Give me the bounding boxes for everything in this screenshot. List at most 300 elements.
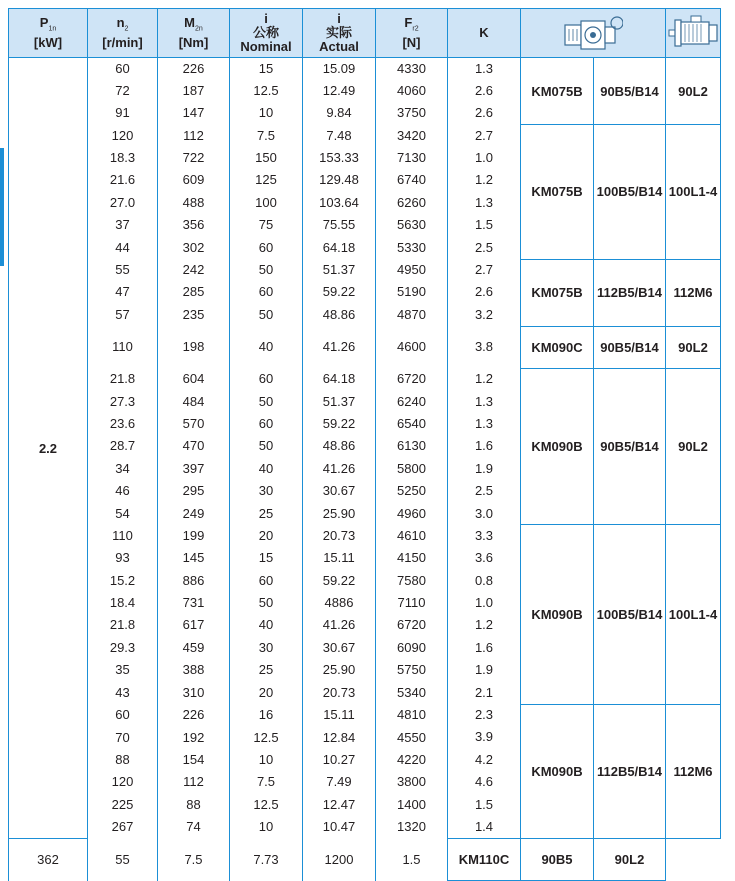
speed-value-cell bbox=[88, 368, 158, 525]
speed-value: 23.6 bbox=[109, 415, 136, 431]
reducer-model: KM090B bbox=[521, 368, 594, 525]
radial-load-value: 3800 bbox=[397, 774, 426, 790]
ratio-nominal-value: 150 bbox=[255, 150, 277, 166]
torque-value: 470 bbox=[182, 438, 205, 454]
speed-value: 362 bbox=[37, 851, 59, 867]
service-factor-value: 2.6 bbox=[474, 105, 494, 121]
torque-value: 397 bbox=[182, 460, 205, 476]
speed-value: 18.3 bbox=[109, 150, 136, 166]
ratio-actual-value: 10.47 bbox=[322, 819, 356, 835]
ratio-nominal-value-cell bbox=[158, 839, 230, 881]
power-cell: 2.2 bbox=[9, 58, 88, 839]
radial-load-value: 5800 bbox=[397, 460, 426, 476]
service-factor-value: 1.0 bbox=[474, 595, 494, 611]
torque-value-cell bbox=[158, 125, 230, 259]
ratio-actual-value: 129.48 bbox=[319, 172, 359, 188]
table-row bbox=[9, 368, 721, 525]
radial-load-value: 7580 bbox=[397, 572, 426, 588]
reducer-model: KM075B bbox=[521, 58, 594, 125]
motor-type: 100L1-4 bbox=[666, 125, 721, 259]
radial-load-value-cell bbox=[376, 525, 448, 704]
ratio-actual-value-cell bbox=[303, 259, 376, 326]
table-row bbox=[9, 326, 721, 368]
motor-type: 90L2 bbox=[666, 326, 721, 368]
ratio-nominal-value: 60 bbox=[258, 239, 274, 255]
torque-value: 617 bbox=[182, 617, 205, 633]
torque-value: 235 bbox=[182, 306, 205, 322]
radial-load-value-cell bbox=[376, 58, 448, 125]
ratio-nominal-value: 7.5 bbox=[256, 127, 276, 143]
speed-value-cell bbox=[88, 704, 158, 839]
ratio-nominal-value: 100 bbox=[255, 194, 277, 210]
ratio-actual-value: 41.26 bbox=[322, 460, 356, 476]
ratio-nominal-value: 50 bbox=[258, 306, 274, 322]
torque-value: 242 bbox=[182, 262, 205, 278]
table-row bbox=[9, 704, 721, 839]
motor-type: 90L2 bbox=[594, 839, 666, 881]
ratio-actual-value: 30.67 bbox=[322, 639, 356, 655]
ratio-actual-value-cell bbox=[303, 326, 376, 368]
torque-value: 459 bbox=[182, 639, 205, 655]
torque-value: 192 bbox=[182, 729, 205, 745]
torque-value: 722 bbox=[182, 150, 205, 166]
ratio-actual-value: 12.49 bbox=[322, 82, 356, 98]
service-factor-value: 1.3 bbox=[474, 60, 494, 76]
service-factor-value-cell bbox=[448, 326, 521, 368]
ratio-nominal-value: 30 bbox=[258, 639, 274, 655]
ratio-actual-value: 30.67 bbox=[322, 483, 356, 499]
ratio-actual-value: 64.18 bbox=[322, 239, 356, 255]
radial-load-value: 6720 bbox=[397, 617, 426, 633]
radial-load-value: 7110 bbox=[397, 595, 426, 611]
ratio-actual-value-cell bbox=[230, 839, 303, 881]
reducer-model: KM075B bbox=[521, 259, 594, 326]
torque-value: 226 bbox=[182, 707, 205, 723]
torque-value: 55 bbox=[115, 851, 130, 867]
table-row bbox=[9, 58, 721, 125]
flange-type: 90B5/B14 bbox=[594, 58, 666, 125]
ratio-nominal-value-cell bbox=[230, 326, 303, 368]
ratio-actual-value: 15.11 bbox=[323, 550, 355, 566]
ratio-nominal-value-cell bbox=[230, 58, 303, 125]
radial-load-value-cell bbox=[376, 259, 448, 326]
service-factor-value-cell bbox=[376, 839, 448, 881]
motor-type: 100L1-4 bbox=[666, 525, 721, 704]
speed-value: 21.8 bbox=[109, 617, 136, 633]
speed-value: 93 bbox=[115, 550, 130, 566]
ratio-actual-value: 59.22 bbox=[322, 284, 356, 300]
radial-load-value: 4600 bbox=[397, 338, 426, 354]
radial-load-value: 6260 bbox=[397, 194, 426, 210]
radial-load-value: 4150 bbox=[397, 550, 426, 566]
ratio-nominal-value: 50 bbox=[258, 595, 274, 611]
radial-load-value-cell bbox=[303, 839, 376, 881]
speed-value: 55 bbox=[115, 262, 130, 278]
ratio-nominal-value: 75 bbox=[258, 217, 274, 233]
service-factor-value: 2.6 bbox=[474, 82, 494, 98]
radial-load-value: 4330 bbox=[397, 60, 426, 76]
radial-load-value: 4950 bbox=[397, 262, 426, 278]
torque-value-cell bbox=[158, 525, 230, 704]
ratio-nominal-value: 7.5 bbox=[256, 774, 276, 790]
speed-value: 54 bbox=[115, 505, 130, 521]
ratio-nominal-value: 20 bbox=[258, 684, 274, 700]
torque-value: 310 bbox=[182, 684, 205, 700]
service-factor-value: 2.3 bbox=[474, 707, 494, 723]
service-factor-value: 0.8 bbox=[474, 572, 494, 588]
speed-value: 120 bbox=[111, 774, 134, 790]
radial-load-value: 6240 bbox=[397, 393, 426, 409]
radial-load-value: 4960 bbox=[397, 505, 426, 521]
ratio-nominal-value-cell bbox=[230, 704, 303, 839]
speed-value: 57 bbox=[115, 306, 130, 322]
ratio-nominal-value: 20 bbox=[258, 527, 274, 543]
header-gear-reducer bbox=[521, 9, 666, 58]
radial-load-value-cell bbox=[376, 368, 448, 525]
torque-value: 886 bbox=[182, 572, 205, 588]
ratio-nominal-value-cell bbox=[230, 125, 303, 259]
torque-value: 199 bbox=[182, 527, 205, 543]
reducer-model: KM090B bbox=[521, 525, 594, 704]
ratio-actual-value: 103.64 bbox=[319, 194, 359, 210]
torque-value: 731 bbox=[182, 595, 205, 611]
ratio-actual-value: 20.73 bbox=[322, 684, 356, 700]
radial-load-value: 4810 bbox=[397, 707, 426, 723]
ratio-actual-value-cell bbox=[303, 58, 376, 125]
radial-load-value: 5630 bbox=[397, 217, 426, 233]
ratio-nominal-value: 50 bbox=[258, 262, 274, 278]
ratio-nominal-value: 10 bbox=[258, 105, 274, 121]
torque-value: 88 bbox=[186, 796, 201, 812]
torque-value-cell bbox=[158, 326, 230, 368]
ratio-nominal-value: 40 bbox=[258, 338, 274, 354]
speed-value: 110 bbox=[112, 527, 133, 543]
service-factor-value: 1.9 bbox=[474, 460, 494, 476]
speed-value: 28.7 bbox=[109, 438, 136, 454]
ratio-nominal-value: 7.5 bbox=[184, 851, 203, 867]
service-factor-value: 1.5 bbox=[402, 851, 421, 867]
radial-load-value: 4220 bbox=[397, 752, 426, 768]
speed-value-cell bbox=[9, 839, 88, 881]
service-factor-value: 1.2 bbox=[474, 617, 494, 633]
header-row bbox=[9, 9, 721, 58]
ratio-actual-value-cell bbox=[303, 525, 376, 704]
service-factor-value: 2.7 bbox=[474, 262, 494, 278]
radial-load-value: 5340 bbox=[397, 684, 426, 700]
reducer-model: KM075B bbox=[521, 125, 594, 259]
ratio-actual-value: 75.55 bbox=[322, 217, 356, 233]
ratio-actual-value: 12.47 bbox=[322, 796, 356, 812]
radial-load-value: 5330 bbox=[397, 239, 426, 255]
torque-value: 388 bbox=[182, 662, 205, 678]
speed-value: 225 bbox=[111, 796, 134, 812]
service-factor-value: 3.0 bbox=[474, 505, 494, 521]
ratio-actual-value: 25.90 bbox=[322, 505, 356, 521]
ratio-nominal-value: 15 bbox=[258, 60, 274, 76]
service-factor-value: 1.3 bbox=[474, 415, 494, 431]
ratio-nominal-value: 30 bbox=[258, 483, 274, 499]
radial-load-value: 4610 bbox=[397, 527, 426, 543]
speed-value: 47 bbox=[115, 284, 130, 300]
service-factor-value: 3.2 bbox=[474, 306, 494, 322]
torque-value: 356 bbox=[182, 217, 205, 233]
speed-value: 70 bbox=[115, 729, 130, 745]
ratio-nominal-value: 16 bbox=[258, 707, 274, 723]
ratio-actual-value: 12.84 bbox=[322, 729, 356, 745]
flange-type: 100B5/B14 bbox=[594, 525, 666, 704]
ratio-actual-value: 7.49 bbox=[326, 774, 352, 790]
torque-value: 187 bbox=[182, 82, 205, 98]
speed-value: 35 bbox=[115, 662, 130, 678]
flange-type: 100B5/B14 bbox=[594, 125, 666, 259]
ratio-nominal-value: 125 bbox=[255, 172, 277, 188]
performance-table bbox=[8, 8, 721, 881]
ratio-actual-value: 9.84 bbox=[326, 105, 352, 121]
ratio-nominal-value: 40 bbox=[258, 617, 274, 633]
service-factor-value: 2.7 bbox=[474, 127, 494, 143]
service-factor-value: 1.4 bbox=[474, 819, 494, 834]
torque-value: 604 bbox=[182, 371, 205, 387]
speed-value: 91 bbox=[115, 105, 130, 121]
service-factor-value: 3.8 bbox=[474, 338, 494, 354]
ratio-actual-value: 41.26 bbox=[322, 617, 356, 633]
speed-value-cell bbox=[88, 259, 158, 326]
radial-load-value: 5190 bbox=[397, 284, 426, 300]
flange-type: 90B5 bbox=[521, 839, 594, 881]
header-power: $P_{1n}$ [kW] bbox=[9, 9, 88, 58]
torque-value: 74 bbox=[186, 819, 201, 835]
torque-value: 484 bbox=[182, 393, 205, 409]
ratio-actual-value-cell bbox=[303, 125, 376, 259]
speed-value-cell bbox=[88, 125, 158, 259]
service-factor-value-cell bbox=[448, 125, 521, 259]
ratio-actual-value: 25.90 bbox=[322, 662, 356, 678]
service-factor-value: 1.5 bbox=[474, 796, 494, 812]
page-accent-bar bbox=[0, 148, 4, 266]
ratio-nominal-value: 10 bbox=[258, 819, 274, 835]
service-factor-value-cell bbox=[448, 704, 521, 839]
ratio-actual-value: 7.48 bbox=[326, 127, 352, 143]
header-torque: $M_{2n}$ [Nm] bbox=[158, 9, 230, 58]
motor-type: 90L2 bbox=[666, 368, 721, 525]
ratio-nominal-value: 60 bbox=[258, 284, 274, 300]
ratio-nominal-value: 60 bbox=[258, 415, 274, 431]
flange-type: 90B5/B14 bbox=[594, 368, 666, 525]
ratio-nominal-value: 60 bbox=[258, 371, 274, 387]
ratio-nominal-value: 15 bbox=[258, 550, 274, 566]
service-factor-value: 2.1 bbox=[474, 684, 494, 700]
service-factor-value-cell bbox=[448, 368, 521, 525]
ratio-actual-value: 64.18 bbox=[322, 371, 356, 387]
speed-value-cell bbox=[88, 58, 158, 125]
gear-reducer-icon bbox=[563, 13, 623, 53]
service-factor-value: 2.5 bbox=[474, 483, 494, 499]
ratio-nominal-value: 50 bbox=[258, 393, 274, 409]
radial-load-value: 6090 bbox=[397, 639, 426, 655]
radial-load-value: 3750 bbox=[397, 105, 426, 121]
reducer-model: KM090B bbox=[521, 704, 594, 839]
radial-load-value: 6540 bbox=[397, 415, 426, 431]
torque-value: 609 bbox=[182, 172, 205, 188]
torque-value: 249 bbox=[182, 505, 205, 521]
speed-value: 27.3 bbox=[109, 393, 136, 409]
torque-value-cell bbox=[158, 259, 230, 326]
service-factor-value: 1.3 bbox=[474, 194, 494, 210]
header-ratio-actual: i 实际 Actual bbox=[303, 9, 376, 58]
radial-load-value-cell bbox=[376, 326, 448, 368]
speed-value: 44 bbox=[115, 239, 130, 255]
ratio-nominal-value: 60 bbox=[258, 572, 274, 588]
header-service-factor: K bbox=[448, 9, 521, 58]
ratio-nominal-value-cell bbox=[230, 259, 303, 326]
service-factor-value: 1.2 bbox=[474, 371, 494, 387]
ratio-nominal-value: 12.5 bbox=[253, 796, 279, 812]
ratio-actual-value-cell bbox=[303, 704, 376, 839]
speed-value: 43 bbox=[115, 684, 130, 700]
header-motor bbox=[666, 9, 721, 58]
radial-load-value: 6720 bbox=[397, 371, 426, 387]
ratio-actual-value: 59.22 bbox=[322, 415, 356, 431]
reducer-model: KM110C bbox=[448, 839, 521, 881]
ratio-actual-value: 59.22 bbox=[322, 572, 356, 588]
service-factor-value-cell bbox=[448, 525, 521, 704]
table-row bbox=[9, 125, 721, 259]
table-row bbox=[9, 839, 721, 881]
service-factor-value-cell bbox=[448, 259, 521, 326]
reducer-model: KM090C bbox=[521, 326, 594, 368]
torque-value: 295 bbox=[182, 483, 205, 499]
speed-value: 60 bbox=[115, 707, 130, 723]
speed-value: 110 bbox=[112, 338, 133, 354]
radial-load-value: 4550 bbox=[397, 729, 426, 745]
service-factor-value: 1.5 bbox=[474, 217, 494, 233]
radial-load-value: 1400 bbox=[397, 796, 426, 812]
speed-value: 267 bbox=[111, 819, 134, 835]
torque-value-cell bbox=[88, 839, 158, 881]
service-factor-value: 1.2 bbox=[474, 172, 494, 188]
speed-value: 15.2 bbox=[109, 572, 136, 588]
service-factor-value-cell bbox=[448, 58, 521, 125]
speed-value: 37 bbox=[115, 217, 130, 233]
ratio-actual-value: 48.86 bbox=[322, 438, 356, 454]
ratio-nominal-value: 12.5 bbox=[253, 82, 279, 98]
speed-value: 60 bbox=[115, 60, 130, 76]
torque-value: 302 bbox=[182, 239, 205, 255]
ratio-actual-value: 15.11 bbox=[323, 707, 355, 723]
ratio-nominal-value: 25 bbox=[258, 505, 274, 521]
ratio-nominal-value: 50 bbox=[258, 438, 274, 454]
torque-value: 570 bbox=[182, 415, 205, 431]
service-factor-value: 3.6 bbox=[474, 550, 494, 566]
service-factor-value: 3.9 bbox=[474, 729, 494, 745]
service-factor-value: 4.2 bbox=[474, 751, 494, 767]
speed-value: 88 bbox=[115, 752, 130, 768]
table-row bbox=[9, 259, 721, 326]
ratio-actual-value: 51.37 bbox=[322, 393, 356, 409]
torque-value: 147 bbox=[182, 105, 205, 121]
speed-value: 120 bbox=[111, 127, 134, 143]
radial-load-value: 6740 bbox=[397, 172, 426, 188]
ratio-nominal-value: 12.5 bbox=[253, 729, 279, 745]
ratio-actual-value-cell bbox=[303, 368, 376, 525]
ratio-actual-value: 4886 bbox=[324, 595, 354, 611]
speed-value: 29.3 bbox=[109, 639, 136, 655]
radial-load-value: 3420 bbox=[397, 127, 426, 143]
radial-load-value: 6130 bbox=[397, 438, 426, 454]
ratio-actual-value: 15.09 bbox=[322, 60, 356, 76]
ratio-actual-value: 41.26 bbox=[322, 338, 356, 354]
motor-type: 112M6 bbox=[666, 259, 721, 326]
table-body bbox=[9, 58, 721, 881]
flange-type: 90B5/B14 bbox=[594, 326, 666, 368]
service-factor-value: 3.3 bbox=[474, 527, 494, 543]
flange-type: 112B5/B14 bbox=[594, 259, 666, 326]
speed-value-cell bbox=[88, 326, 158, 368]
ratio-nominal-value-cell bbox=[230, 525, 303, 704]
radial-load-value: 5250 bbox=[397, 483, 426, 499]
service-factor-value: 1.6 bbox=[474, 639, 494, 655]
torque-value: 154 bbox=[182, 752, 205, 768]
speed-value: 27.0 bbox=[109, 194, 136, 210]
ratio-actual-value: 20.73 bbox=[322, 527, 356, 543]
torque-value: 226 bbox=[182, 60, 205, 76]
radial-load-value-cell bbox=[376, 704, 448, 839]
service-factor-value: 4.6 bbox=[474, 774, 494, 790]
speed-value: 21.6 bbox=[109, 172, 136, 188]
torque-value-cell bbox=[158, 368, 230, 525]
radial-load-value: 4060 bbox=[397, 82, 426, 98]
motor-type: 90L2 bbox=[666, 58, 721, 125]
service-factor-value: 2.6 bbox=[474, 284, 494, 300]
header-speed: $n_2$ [r/min] bbox=[88, 9, 158, 58]
torque-value-cell bbox=[158, 58, 230, 125]
service-factor-value: 2.5 bbox=[474, 239, 494, 255]
header-radial-load: $F_{r2}$ [N] bbox=[376, 9, 448, 58]
speed-value: 46 bbox=[115, 483, 130, 499]
radial-load-value: 1320 bbox=[397, 819, 426, 835]
ratio-actual-value: 51.37 bbox=[322, 262, 356, 278]
torque-value: 112 bbox=[183, 127, 204, 143]
electric-motor-icon bbox=[667, 14, 719, 52]
speed-value: 34 bbox=[115, 460, 130, 476]
ratio-actual-value: 10.27 bbox=[322, 752, 356, 768]
ratio-nominal-value: 10 bbox=[258, 752, 274, 768]
service-factor-value: 1.3 bbox=[474, 393, 494, 409]
table-row bbox=[9, 525, 721, 704]
speed-value: 72 bbox=[115, 82, 130, 98]
ratio-nominal-value: 25 bbox=[258, 662, 274, 678]
speed-value: 18.4 bbox=[109, 595, 136, 611]
torque-value: 145 bbox=[182, 550, 205, 566]
flange-type: 112B5/B14 bbox=[594, 704, 666, 839]
radial-load-value: 4870 bbox=[397, 306, 426, 322]
ratio-nominal-value-cell bbox=[230, 368, 303, 525]
radial-load-value: 1200 bbox=[324, 851, 354, 867]
speed-value-cell bbox=[88, 525, 158, 704]
torque-value: 488 bbox=[182, 194, 205, 210]
service-factor-value: 1.9 bbox=[474, 662, 494, 678]
torque-value: 198 bbox=[182, 338, 205, 354]
radial-load-value: 5750 bbox=[397, 662, 426, 678]
radial-load-value-cell bbox=[376, 125, 448, 259]
ratio-actual-value: 153.33 bbox=[319, 150, 359, 166]
torque-value-cell bbox=[158, 704, 230, 839]
service-factor-value: 1.0 bbox=[474, 150, 494, 166]
header-ratio-nominal: i 公称 Nominal bbox=[230, 9, 303, 58]
ratio-actual-value: 48.86 bbox=[322, 306, 356, 322]
ratio-nominal-value: 40 bbox=[258, 460, 274, 476]
torque-value: 112 bbox=[183, 774, 204, 790]
